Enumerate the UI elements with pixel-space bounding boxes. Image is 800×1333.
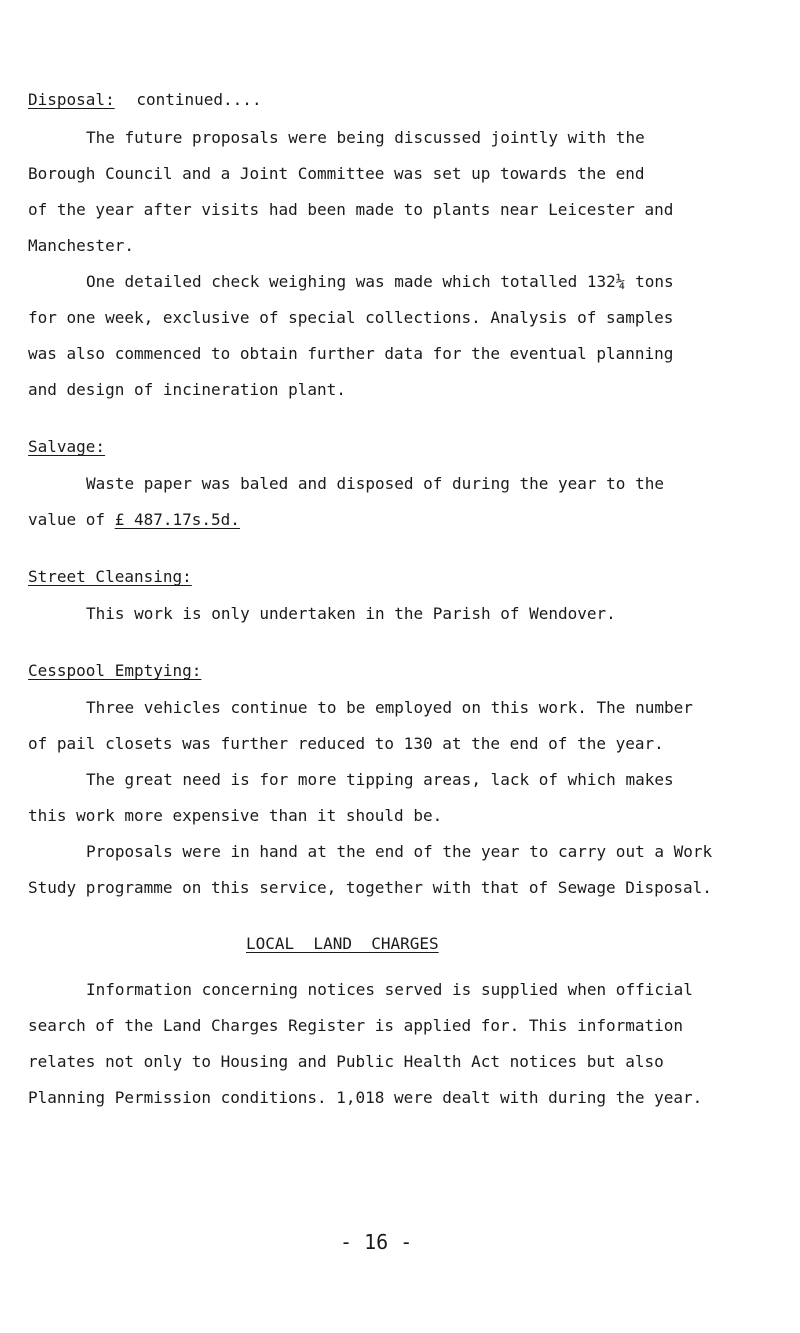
paragraph-line: Planning Permission conditions. 1,018 were dealt with during the year.	[28, 1088, 703, 1107]
paragraph-line: of pail closets was further reduced to 130 at the end of the year.	[28, 734, 664, 753]
salvage-amount: £ 487.17s.5d.	[114, 510, 240, 529]
section-heading-disposal	[28, 90, 262, 110]
paragraph-line: This work is only undertaken in the Parish of Wendover.	[86, 604, 616, 623]
continued-label: continued....	[136, 90, 262, 109]
salvage-heading: Salvage:	[28, 437, 106, 456]
value-prefix: value of	[28, 510, 115, 529]
paragraph-line: and design of incineration plant.	[28, 380, 346, 399]
paragraph-line: search of the Land Charges Register is applied for. This information	[28, 1016, 684, 1035]
paragraph-line: Information concerning notices served is supplied when official	[86, 980, 693, 999]
paragraph-line: The great need is for more tipping areas, lack of which makes	[86, 770, 674, 789]
street-cleansing-heading: Street Cleansing:	[28, 567, 192, 586]
salvage-value-line	[28, 510, 240, 530]
paragraph-line: One detailed check weighing was made which totalled 132¼ tons	[86, 272, 674, 291]
paragraph-line: relates not only to Housing and Public Health Act notices but also	[28, 1052, 664, 1071]
cesspool-heading: Cesspool Emptying:	[28, 661, 202, 680]
paragraph-line: Borough Council and a Joint Committee was set up towards the end	[28, 164, 645, 183]
local-land-charges-heading: LOCAL LAND CHARGES	[246, 934, 439, 953]
paragraph-line: Manchester.	[28, 236, 134, 255]
paragraph-line: Proposals were in hand at the end of the year to carry out a Work	[86, 842, 713, 861]
paragraph-line: was also commenced to obtain further data for the eventual planning	[28, 344, 674, 363]
paragraph-line: The future proposals were being discussed jointly with the	[86, 128, 645, 147]
disposal-heading: Disposal:	[28, 90, 115, 109]
paragraph-line: Waste paper was baled and disposed of during the year to the	[86, 474, 664, 493]
paragraph-line: this work more expensive than it should be.	[28, 806, 443, 825]
paragraph-line: for one week, exclusive of special collections. Analysis of samples	[28, 308, 674, 327]
page-number: - 16 -	[340, 1230, 413, 1254]
paragraph-line: Three vehicles continue to be employed on this work. The number	[86, 698, 693, 717]
paragraph-line: Study programme on this service, together with that of Sewage Disposal.	[28, 878, 712, 897]
paragraph-line: of the year after visits had been made to plants near Leicester and	[28, 200, 674, 219]
